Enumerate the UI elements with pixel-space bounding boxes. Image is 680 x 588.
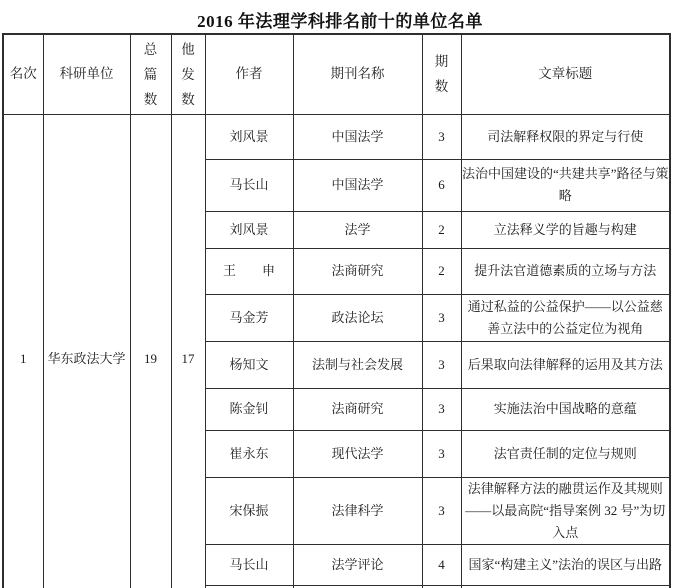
header-other-count [171, 34, 205, 114]
header-journal: 期刊名称 [293, 34, 422, 114]
issue-cell: 3 [422, 294, 461, 341]
article-title-cell: 后果取向法律解释的运用及其方法 [461, 341, 670, 388]
issue-cell: 2 [422, 248, 461, 294]
article-title-cell: 法律解释方法的融贯运作及其规则——以最高院“指导案例 32 号”为切入点 [461, 477, 670, 544]
unit-cell: 华东政法大学 [43, 114, 130, 588]
journal-cell: 法商研究 [293, 248, 422, 294]
issue-cell: 3 [422, 430, 461, 477]
author-cell: 宋保振 [205, 477, 293, 544]
table-header-row [3, 34, 670, 114]
article-title-cell: 立法释义学的旨趣与构建 [461, 211, 670, 248]
page-title: 2016 年法理学科排名前十的单位名单 [197, 12, 483, 31]
issue-cell: 3 [422, 477, 461, 544]
header-issue [422, 34, 461, 114]
journal-cell: 中国法学 [293, 114, 422, 159]
article-title-cell: 法官责任制的定位与规则 [461, 430, 670, 477]
author-cell: 马长山 [205, 159, 293, 211]
article-title-cell: 法治中国建设的“共建共享”路径与策略 [461, 159, 670, 211]
journal-cell: 法学评论 [293, 544, 422, 585]
rank-cell: 1 [3, 114, 43, 588]
article-title-cell: 司法解释权限的界定与行使 [461, 114, 670, 159]
author-cell: 崔永东 [205, 430, 293, 477]
header-article-title: 文章标题 [461, 34, 670, 114]
author-cell: 王 申 [205, 248, 293, 294]
journal-cell: 法商研究 [293, 388, 422, 430]
article-title-cell: 实施法治中国战略的意蕴 [461, 388, 670, 430]
issue-cell: 3 [422, 388, 461, 430]
issue-cell: 3 [422, 114, 461, 159]
header-total-count [130, 34, 171, 114]
ranking-table [2, 33, 671, 588]
author-cell: 杨知文 [205, 341, 293, 388]
header-rank: 名次 [3, 34, 43, 114]
header-other-count-label: 他发数 [181, 41, 195, 107]
journal-cell: 现代法学 [293, 430, 422, 477]
article-title-cell: 国家“构建主义”法治的误区与出路 [461, 544, 670, 585]
article-title-cell: 提升法官道德素质的立场与方法 [461, 248, 670, 294]
journal-cell: 法学 [293, 211, 422, 248]
header-author: 作者 [205, 34, 293, 114]
author-cell: 马长山 [205, 544, 293, 585]
author-cell: 马金芳 [205, 294, 293, 341]
author-cell: 陈金钊 [205, 388, 293, 430]
author-cell: 刘风景 [205, 211, 293, 248]
author-cell: 刘风景 [205, 114, 293, 159]
journal-cell: 中国法学 [293, 159, 422, 211]
issue-cell: 2 [422, 211, 461, 248]
total-count-cell: 19 [130, 114, 171, 588]
header-total-count-label: 总篇数 [143, 41, 158, 107]
journal-cell: 政法论坛 [293, 294, 422, 341]
journal-cell: 法律科学 [293, 477, 422, 544]
article-title-cell: 通过私益的公益保护——以公益慈善立法中的公益定位为视角 [461, 294, 670, 341]
journal-cell: 法制与社会发展 [293, 341, 422, 388]
header-unit: 科研单位 [43, 34, 130, 114]
issue-cell: 6 [422, 159, 461, 211]
issue-cell: 4 [422, 544, 461, 585]
other-count-cell: 17 [171, 114, 205, 588]
table-row [3, 114, 670, 159]
header-issue-label: 期数 [434, 54, 449, 95]
issue-cell: 3 [422, 341, 461, 388]
